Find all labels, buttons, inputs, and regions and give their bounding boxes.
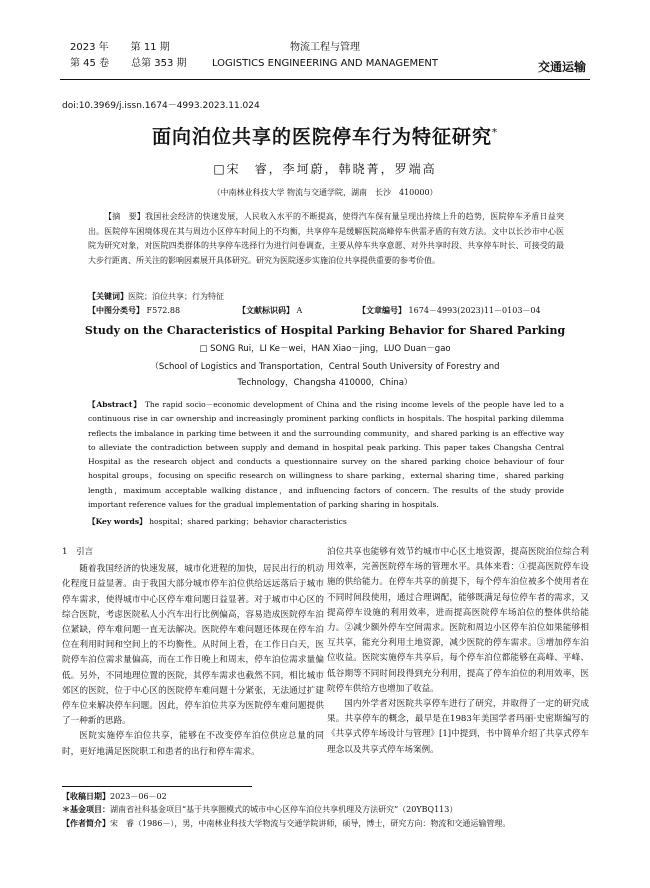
volume: 第 45 卷 xyxy=(70,58,110,69)
article-no-label: 【文章编号】 xyxy=(358,305,406,315)
section-heading: 1 引言 xyxy=(62,547,94,557)
body-column-right xyxy=(327,545,589,758)
journal-name-cn: 物流工程与管理 xyxy=(290,42,360,53)
classification-row xyxy=(88,304,541,317)
doi: doi:10.3969/j.issn.1674－4993.2023.11.024 xyxy=(62,101,260,111)
journal-name-en: LOGISTICS ENGINEERING AND MANAGEMENT xyxy=(211,58,439,69)
paper-title xyxy=(0,122,650,149)
fund-label: ＊基金项目： xyxy=(62,804,110,815)
affiliation-en-line2: Technology，Changsha 410000，China） xyxy=(237,378,413,388)
abstract-en-label: 【Abstract】 xyxy=(88,400,142,409)
affiliation-en-line1: （School of Logistics and Transportation，Central South University of Forestry and xyxy=(150,362,500,372)
year: 2023 年 xyxy=(70,42,109,53)
fund-value: 湖南省社科基金项目“基于共享圈模式的城市中心区停车泊位共享机理及方法研究”（20YBQ113） xyxy=(110,805,458,815)
received-date xyxy=(62,790,588,803)
issue: 第 11 期 xyxy=(130,42,170,53)
body-paragraph: 泊位共享也能够有效节约城市中心区土地资源，提高医院泊位综合利用效率，完善医院停车场的管理水平。具体来看：①提高医院停车设施的供给能力。在停车共享的前提下，每个停车泊位被多个使用者在不同时间段使用，通过合理调配，能够既满足每位停车者的需求，又提高停车设施的利用效率，进而提高医院停车场泊位的整体供给能力。②减少额外停车空间需求。医院和周边小区停车泊位如果能够相互共享，能充分利用土地资源，减少医院的停车需求。③增加停车泊位收益。医院实施停车共享后，每个停车泊位都能够在高峰、平峰、低谷期等不同时间段得到充分利用，提高了停车泊位的利用效率，医院停车供给方也增加了收益。 xyxy=(327,547,589,694)
title-en: Study on the Characteristics of Hospital Parking Behavior for Shared Parking xyxy=(84,324,566,337)
keywords-cn xyxy=(88,290,224,303)
authors: □宋 睿，李坷蔚，韩晓菁，罗端高 xyxy=(213,162,437,176)
body-paragraph: 医院实施停车泊位共享，能够在不改变停车泊位供应总量的同时，更好地满足医院职工和患者的出行和停车需求。 xyxy=(62,731,324,757)
footnotes xyxy=(62,786,588,830)
authors-en: □ SONG Rui，LI Ke－wei，HAN Xiao－jing，LUO Duan－gao xyxy=(199,344,451,354)
keywords-cn-label: 【关键词】 xyxy=(88,291,128,301)
keywords-en-text: hospital；shared parking；behavior characteristics xyxy=(149,517,347,526)
clc-value: F572.88 xyxy=(146,306,181,315)
total-issue: 总第 353 期 xyxy=(131,58,187,69)
received-label: 【收稿日期】 xyxy=(62,791,110,801)
journal-name xyxy=(60,40,590,72)
keywords-en xyxy=(88,516,347,527)
fund-note xyxy=(62,803,588,816)
paper-title-text: 面向泊位共享的医院停车行为特征研究 xyxy=(151,126,492,148)
received-value: 2023－06－02 xyxy=(110,792,167,801)
keywords-en-label: 【Key words】 xyxy=(88,517,147,526)
doc-code-label: 【文献标识码】 xyxy=(238,305,294,315)
clc-label: 【中图分类号】 xyxy=(88,305,144,315)
abstract-cn: 【摘 要】我国社会经济的快速发展，人民收入水平的不断提高，使得汽车保有量呈现出持续上升的趋势，医院停车矛盾日益突出。医院停车困境体现在其与周边小区停车时间上的不均衡，共享停车是缓解医院高峰停车供需矛盾的有效方法。文中以长沙市中心医院为研究对象，对医院四类群体的共享停车选择行为进行问卷调查，主要从停车共享意愿、对外共享时段、共享停车时长、可接受的最大步行距离、所关注的影响因素展开具体研究。研究为医院逐步实施泊位共享提供重要的参考价值。 xyxy=(88,212,564,265)
header-rule xyxy=(60,79,590,80)
article-no-value: 1674－4993(2023)11－0103－04 xyxy=(408,306,541,315)
abstract-en xyxy=(88,398,564,512)
abstract-en-text: The rapid socio－economic development of China and the rising income levels of the people have led to a continuous rise in car ownership and increasingly prominent parking conflicts in hospitals. The hospital parking dilemma reflects the imbalance in parking time between it and the surrounding community，and shared parking is an effective way to alleviate the contradiction between supply and demand in hospital peak parking. This paper takes Changsha Central Hospital as the research object and conducts a questionnaire survey on the shared parking choice behaviour of four hospital groups，focusing on specific research on willingness to share parking，external sharing time，shared parking length，maximum acceptable walking distance，and influencing factors of concern. The results of the study provide important reference values for the gradual implementation of parking sharing in hospitals. xyxy=(88,400,565,510)
body-paragraph: 随着我国经济的快速发展，城市化进程的加快，居民出行的机动化程度日益显著。由于我国大部分城市停车泊位供给远远落后于城市停车需求，使得城市中心区停车难问题日益显著。对于城市中心区的综合医院，考虑医院私人小汽车出行比例偏高，容易造成医院停车泊位紧缺，停车难问题一直无法解决。医院停车难问题还体现在停车泊位在利用时间和空间上的不均衡性。从时间上看，在工作日白天，医院停车泊位需求量偏高，而在工作日晚上和周末，停车泊位需求量偏低。另外，不同地理位置的医院，其停车需求也截然不同，相比城市郊区的医院，位于中心区的医院停车难问题十分紧张，无法通过扩建停车位来解决停车问题。因此，停车泊位共享为医院停车难问题提供了一种新的思路。 xyxy=(62,564,324,727)
running-header xyxy=(60,40,590,86)
body-column-left xyxy=(62,545,324,760)
affiliation-en xyxy=(0,359,650,391)
author-bio xyxy=(62,817,588,830)
keywords-cn-text: 医院；泊位共享；行为特征 xyxy=(128,292,224,301)
affiliation: （中南林业科技大学 物流与交通学院，湖南 长沙 410000） xyxy=(212,188,438,197)
bio-label: 【作者简介】 xyxy=(62,817,110,828)
bio-value: 宋 睿（1986－），男，中南林业科技大学物流与交通学院讲师，硕导，博士，研究方向：物流和交通运输管理。 xyxy=(110,818,511,828)
doc-code-value: A xyxy=(296,306,303,315)
section-label: 交通运输 xyxy=(537,60,586,74)
footnote-rule xyxy=(62,786,252,787)
body-paragraph: 国内外学者对医院共享停车进行了研究，并取得了一定的研究成果。共享停车的概念，最早是在1983年美国学者玛丽·史密斯编写的《共享式停车场设计与管理》[1]中提到，书中简单介绍了共享式停车理念以及共享式停车场案例。 xyxy=(327,699,589,755)
title-footnote-mark: * xyxy=(492,127,498,139)
